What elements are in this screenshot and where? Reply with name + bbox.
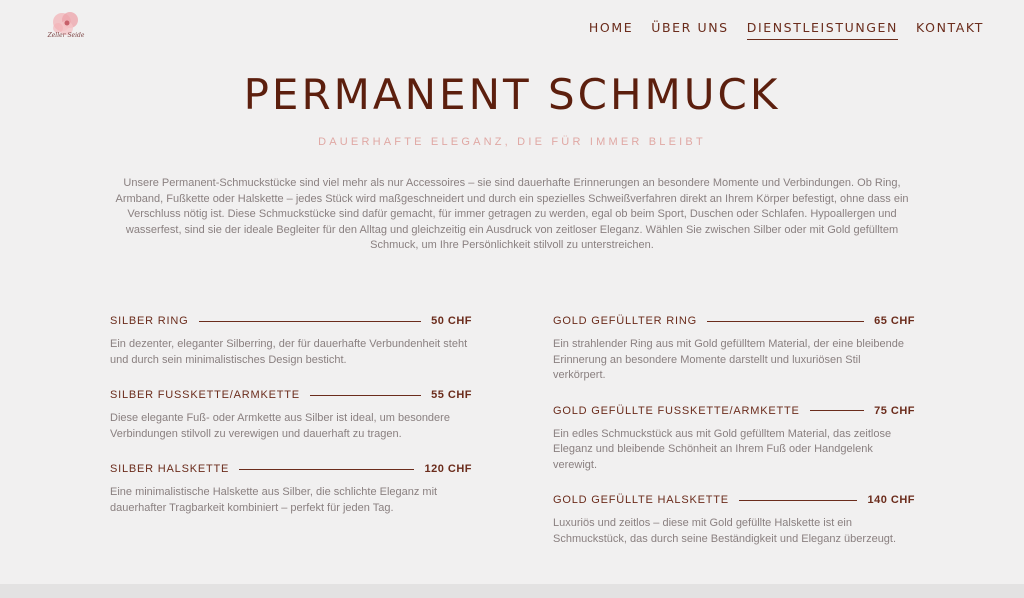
- divider-line: [199, 321, 422, 322]
- item-description: Ein dezenter, eleganter Silberring, der für dauerhafte Verbundenheit steht und durch sein minimalistisches Design besticht.: [110, 338, 468, 366]
- item-price: 65 CHF: [874, 315, 915, 327]
- nav-kontakt[interactable]: KONTAKT: [916, 20, 984, 35]
- item-name: GOLD GEFÜLLTE FUSSKETTE/ARMKETTE: [553, 404, 800, 417]
- item-price: 50 CHF: [431, 315, 472, 327]
- price-item: [553, 314, 915, 384]
- price-list-silver: [110, 314, 472, 536]
- main-nav: [571, 20, 984, 40]
- item-price: 140 CHF: [867, 494, 915, 506]
- nav-home[interactable]: HOME: [588, 20, 634, 35]
- item-price: 55 CHF: [431, 389, 472, 401]
- item-name: SILBER RING: [110, 315, 189, 327]
- item-name: GOLD GEFÜLLTE HALSKETTE: [553, 494, 729, 506]
- page-subtitle: DAUERHAFTE ELEGANZ, DIE FÜR IMMER BLEIBT: [318, 136, 706, 148]
- price-list-gold: [553, 314, 915, 567]
- item-price: 120 CHF: [424, 463, 472, 475]
- item-name: SILBER FUSSKETTE/ARMKETTE: [110, 389, 300, 401]
- footer-edge: [0, 584, 1024, 598]
- price-item: [553, 404, 915, 474]
- flower-logo-icon: [42, 8, 90, 46]
- divider-line: [810, 410, 864, 411]
- price-item: [110, 314, 472, 368]
- divider-line: [707, 321, 864, 322]
- site-logo[interactable]: [42, 8, 90, 46]
- item-description: Ein edles Schmuckstück aus mit Gold gefülltem Material, das zeitlose Eleganz und bleibende Schönheit an Ihrem Fuß oder Handgelenk verewigt.: [553, 427, 892, 471]
- logo-text: Zeller Seide: [47, 32, 85, 39]
- divider-line: [239, 469, 414, 470]
- site-header: [0, 0, 1024, 60]
- nav-ueber-uns[interactable]: ÜBER UNS: [651, 20, 729, 35]
- price-item: [553, 493, 915, 547]
- divider-line: [739, 500, 858, 501]
- divider-line: [310, 395, 421, 396]
- item-description: Ein strahlender Ring aus mit Gold gefülltem Material, der eine bleibende Erinnerung an besondere Momente darstellt und luxuriösen Stil verkörpert.: [553, 338, 904, 381]
- item-description: Eine minimalistische Halskette aus Silber, die schlichte Eleganz mit dauerhafter Tragbarkeit kombiniert – perfekt für jeden Tag.: [110, 486, 438, 514]
- item-name: GOLD GEFÜLLTER RING: [553, 315, 697, 327]
- price-item: [110, 388, 472, 442]
- item-name: SILBER HALSKETTE: [110, 463, 230, 475]
- intro-text: Unsere Permanent-Schmuckstücke sind viel mehr als nur Accessoires – sie sind dauerhafte Erinnerungen an besondere Momente und Verbindungen. Ob Ring, Armband, Fußkette oder Halskette – jedes Stück wird maßgeschneidert und durch ein spezielles Schweißverfahren direkt an Ihrem Körper befestigt, ohne dass ein Verschluss nötig ist. Diese Schmuckstücke sind dafür gemacht, für immer getragen zu werden, egal ob beim Sport, Duschen oder Schlafen. Hypoallergen und wasserfest, sind sie der ideale Begleiter für den Alltag und gleichzeitig ein Ausdruck von zeitloser Eleganz. Wählen Sie zwischen Silber oder mit Gold gefülltem Schmuck, um Ihre Persönlichkeit stilvoll zu unterstreichen.: [115, 177, 909, 251]
- price-item: [110, 462, 472, 516]
- nav-dienstleistungen[interactable]: DIENSTLEISTUNGEN: [747, 20, 898, 40]
- item-price: 75 CHF: [874, 404, 915, 417]
- item-description: Diese elegante Fuß- oder Armkette aus Silber ist ideal, um besondere Verbindungen stilvoll zu verewigen und dauerhaft zu tragen.: [110, 412, 450, 440]
- page-title: PERMANENT SCHMUCK: [243, 70, 781, 119]
- item-description: Luxuriös und zeitlos – diese mit Gold gefüllte Halskette ist ein Schmuckstück, das durch seine Beständigkeit und Eleganz überzeugt.: [553, 517, 897, 545]
